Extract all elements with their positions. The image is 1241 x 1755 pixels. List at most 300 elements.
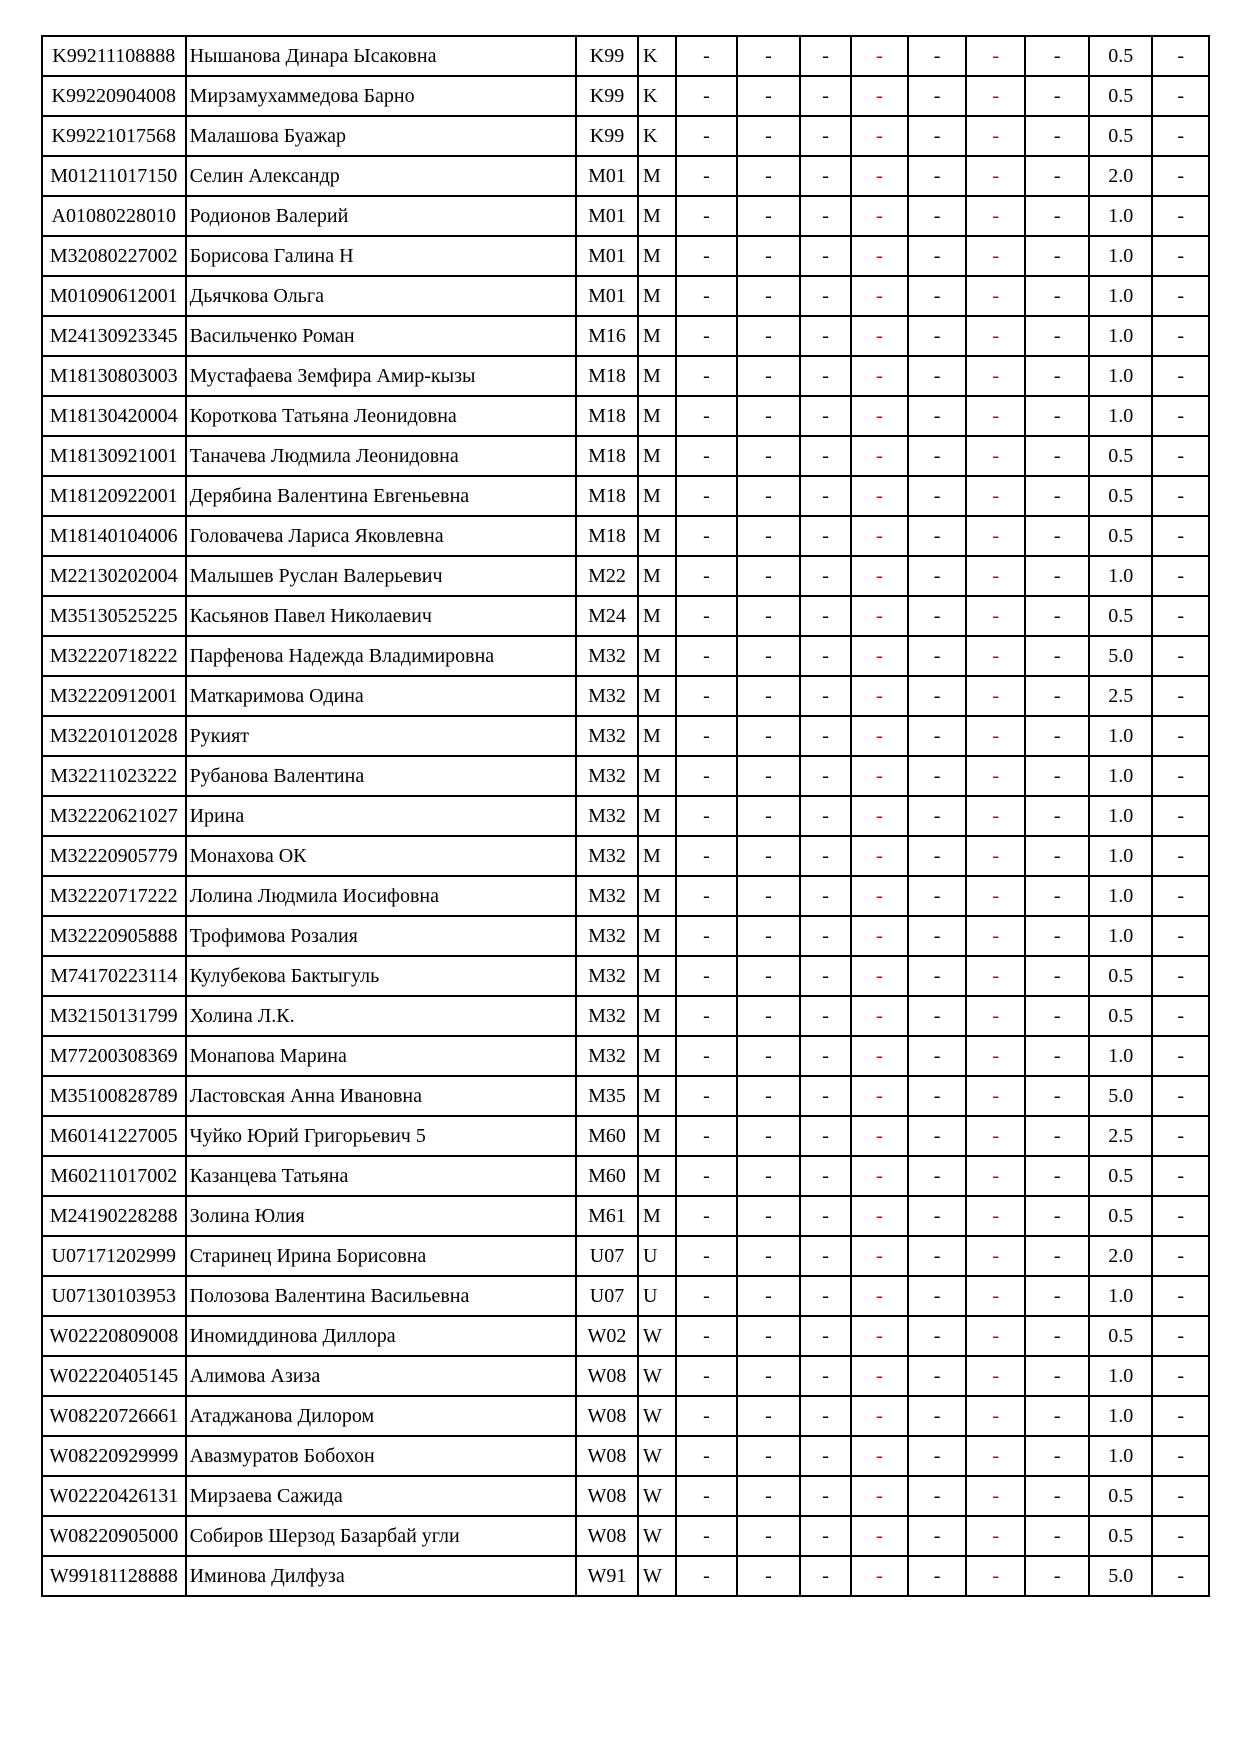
table-row	[42, 756, 1209, 796]
dash-cell: -	[1025, 356, 1089, 396]
dash-cell: -	[737, 116, 800, 156]
category-letter-cell: M	[638, 276, 676, 316]
dash-cell: -	[1025, 236, 1089, 276]
dash-cell: -	[800, 1396, 851, 1436]
dash-cell: -	[1025, 716, 1089, 756]
dash-cell: -	[1025, 756, 1089, 796]
category-letter-cell: W	[638, 1476, 676, 1516]
record-id-cell: M35100828789	[42, 1076, 186, 1116]
group-code-cell: M18	[576, 476, 638, 516]
dash-cell: -	[966, 996, 1025, 1036]
dash-cell: -	[908, 796, 967, 836]
dash-cell: -	[851, 956, 908, 996]
table-row	[42, 956, 1209, 996]
dash-cell: -	[966, 116, 1025, 156]
dash-cell: -	[737, 956, 800, 996]
last-dash-cell: -	[1152, 1276, 1209, 1316]
value-cell: 0.5	[1089, 1156, 1152, 1196]
dash-cell: -	[966, 596, 1025, 636]
dash-cell: -	[800, 1036, 851, 1076]
person-name-cell: Таначева Людмила Леонидовна	[186, 436, 576, 476]
group-code-cell: W08	[576, 1356, 638, 1396]
table-row	[42, 1076, 1209, 1116]
dash-cell: -	[966, 516, 1025, 556]
person-name-cell: Малашова Буажар	[186, 116, 576, 156]
dash-cell: -	[908, 116, 967, 156]
dash-cell: -	[676, 596, 737, 636]
last-dash-cell: -	[1152, 1396, 1209, 1436]
dash-cell: -	[966, 1396, 1025, 1436]
dash-cell: -	[966, 1236, 1025, 1276]
category-letter-cell: W	[638, 1436, 676, 1476]
table-row	[42, 1116, 1209, 1156]
dash-cell: -	[1025, 1436, 1089, 1476]
category-letter-cell: M	[638, 1156, 676, 1196]
person-name-cell: Золина Юлия	[186, 1196, 576, 1236]
value-cell: 0.5	[1089, 1316, 1152, 1356]
group-code-cell: U07	[576, 1276, 638, 1316]
dash-cell: -	[1025, 1116, 1089, 1156]
group-code-cell: M24	[576, 596, 638, 636]
person-name-cell: Ластовская Анна Ивановна	[186, 1076, 576, 1116]
person-name-cell: Рубанова Валентина	[186, 756, 576, 796]
person-name-cell: Авазмуратов Бобохон	[186, 1436, 576, 1476]
dash-cell: -	[676, 1436, 737, 1476]
last-dash-cell: -	[1152, 556, 1209, 596]
group-code-cell: K99	[576, 76, 638, 116]
dash-cell: -	[908, 436, 967, 476]
dash-cell: -	[737, 996, 800, 1036]
person-name-cell: Трофимова Розалия	[186, 916, 576, 956]
dash-cell: -	[851, 1076, 908, 1116]
table-row	[42, 1316, 1209, 1356]
dash-cell: -	[676, 836, 737, 876]
dash-cell: -	[851, 236, 908, 276]
dash-cell: -	[1025, 1036, 1089, 1076]
dash-cell: -	[1025, 76, 1089, 116]
record-id-cell: M18130921001	[42, 436, 186, 476]
dash-cell: -	[676, 156, 737, 196]
value-cell: 1.0	[1089, 316, 1152, 356]
dash-cell: -	[908, 556, 967, 596]
record-id-cell: M01211017150	[42, 156, 186, 196]
record-id-cell: M18130420004	[42, 396, 186, 436]
person-name-cell: Малышев Руслан Валерьевич	[186, 556, 576, 596]
dash-cell: -	[800, 156, 851, 196]
dash-cell: -	[737, 836, 800, 876]
person-name-cell: Монахова ОК	[186, 836, 576, 876]
dash-cell: -	[908, 836, 967, 876]
person-name-cell: Борисова Галина Н	[186, 236, 576, 276]
dash-cell: -	[966, 716, 1025, 756]
dash-cell: -	[800, 436, 851, 476]
last-dash-cell: -	[1152, 156, 1209, 196]
dash-cell: -	[966, 636, 1025, 676]
dash-cell: -	[851, 276, 908, 316]
record-id-cell: K99221017568	[42, 116, 186, 156]
dash-cell: -	[908, 396, 967, 436]
group-code-cell: M01	[576, 196, 638, 236]
record-id-cell: W02220405145	[42, 1356, 186, 1396]
person-name-cell: Нышанова Динара Ысаковна	[186, 36, 576, 76]
record-id-cell: M74170223114	[42, 956, 186, 996]
dash-cell: -	[908, 1116, 967, 1156]
dash-cell: -	[1025, 596, 1089, 636]
dash-cell: -	[908, 76, 967, 116]
group-code-cell: M01	[576, 236, 638, 276]
dash-cell: -	[908, 1516, 967, 1556]
dash-cell: -	[1025, 1236, 1089, 1276]
dash-cell: -	[1025, 1396, 1089, 1436]
dash-cell: -	[737, 796, 800, 836]
value-cell: 2.0	[1089, 1236, 1152, 1276]
table-row	[42, 396, 1209, 436]
dash-cell: -	[851, 1436, 908, 1476]
last-dash-cell: -	[1152, 516, 1209, 556]
group-code-cell: W08	[576, 1516, 638, 1556]
group-code-cell: M01	[576, 276, 638, 316]
dash-cell: -	[966, 76, 1025, 116]
group-code-cell: W08	[576, 1476, 638, 1516]
category-letter-cell: K	[638, 76, 676, 116]
dash-cell: -	[851, 1316, 908, 1356]
person-name-cell: Кулубекова Бактыгуль	[186, 956, 576, 996]
dash-cell: -	[676, 1556, 737, 1596]
record-id-cell: M32220718222	[42, 636, 186, 676]
group-code-cell: M32	[576, 956, 638, 996]
group-code-cell: M61	[576, 1196, 638, 1236]
dash-cell: -	[966, 1116, 1025, 1156]
dash-cell: -	[966, 1196, 1025, 1236]
dash-cell: -	[966, 196, 1025, 236]
record-id-cell: M18140104006	[42, 516, 186, 556]
dash-cell: -	[1025, 916, 1089, 956]
record-id-cell: K99220904008	[42, 76, 186, 116]
record-id-cell: M32220905779	[42, 836, 186, 876]
dash-cell: -	[966, 1036, 1025, 1076]
last-dash-cell: -	[1152, 756, 1209, 796]
dash-cell: -	[966, 1476, 1025, 1516]
table-row	[42, 1196, 1209, 1236]
last-dash-cell: -	[1152, 36, 1209, 76]
last-dash-cell: -	[1152, 76, 1209, 116]
dash-cell: -	[966, 756, 1025, 796]
person-name-cell: Иномиддинова Диллора	[186, 1316, 576, 1356]
category-letter-cell: K	[638, 36, 676, 76]
table-row	[42, 636, 1209, 676]
last-dash-cell: -	[1152, 596, 1209, 636]
group-code-cell: M16	[576, 316, 638, 356]
table-row	[42, 1356, 1209, 1396]
category-letter-cell: U	[638, 1276, 676, 1316]
dash-cell: -	[1025, 156, 1089, 196]
record-id-cell: M18130803003	[42, 356, 186, 396]
dash-cell: -	[1025, 436, 1089, 476]
person-name-cell: Алимова Азиза	[186, 1356, 576, 1396]
dash-cell: -	[966, 1516, 1025, 1556]
group-code-cell: M32	[576, 836, 638, 876]
group-code-cell: M32	[576, 716, 638, 756]
dash-cell: -	[737, 1396, 800, 1436]
dash-cell: -	[737, 76, 800, 116]
dash-cell: -	[800, 676, 851, 716]
dash-cell: -	[908, 1196, 967, 1236]
table-row	[42, 76, 1209, 116]
group-code-cell: M18	[576, 396, 638, 436]
dash-cell: -	[737, 676, 800, 716]
dash-cell: -	[1025, 1076, 1089, 1116]
last-dash-cell: -	[1152, 636, 1209, 676]
dash-cell: -	[737, 1116, 800, 1156]
record-id-cell: M32220912001	[42, 676, 186, 716]
person-name-cell: Лолина Людмила Иосифовна	[186, 876, 576, 916]
dash-cell: -	[737, 1076, 800, 1116]
last-dash-cell: -	[1152, 796, 1209, 836]
record-id-cell: M24190228288	[42, 1196, 186, 1236]
dash-cell: -	[851, 76, 908, 116]
category-letter-cell: M	[638, 636, 676, 676]
last-dash-cell: -	[1152, 1036, 1209, 1076]
dash-cell: -	[851, 1036, 908, 1076]
category-letter-cell: M	[638, 756, 676, 796]
table-row	[42, 1036, 1209, 1076]
dash-cell: -	[737, 636, 800, 676]
group-code-cell: M01	[576, 156, 638, 196]
person-name-cell: Головачева Лариса Яковлевна	[186, 516, 576, 556]
record-id-cell: W08220929999	[42, 1436, 186, 1476]
table-row	[42, 796, 1209, 836]
dash-cell: -	[851, 36, 908, 76]
category-letter-cell: M	[638, 476, 676, 516]
table-row	[42, 1276, 1209, 1316]
dash-cell: -	[908, 1436, 967, 1476]
group-code-cell: M32	[576, 756, 638, 796]
dash-cell: -	[908, 1396, 967, 1436]
table-row	[42, 1396, 1209, 1436]
dash-cell: -	[800, 316, 851, 356]
dash-cell: -	[966, 36, 1025, 76]
value-cell: 0.5	[1089, 996, 1152, 1036]
person-name-cell: Холина Л.К.	[186, 996, 576, 1036]
category-letter-cell: W	[638, 1396, 676, 1436]
last-dash-cell: -	[1152, 1476, 1209, 1516]
group-code-cell: M60	[576, 1156, 638, 1196]
dash-cell: -	[737, 716, 800, 756]
dash-cell: -	[1025, 316, 1089, 356]
group-code-cell: W91	[576, 1556, 638, 1596]
person-name-cell: Селин Александр	[186, 156, 576, 196]
group-code-cell: K99	[576, 36, 638, 76]
person-name-cell: Маткаримова Одина	[186, 676, 576, 716]
dash-cell: -	[966, 796, 1025, 836]
dash-cell: -	[908, 316, 967, 356]
record-id-cell: U07171202999	[42, 1236, 186, 1276]
dash-cell: -	[737, 1196, 800, 1236]
last-dash-cell: -	[1152, 196, 1209, 236]
person-name-cell: Мустафаева Земфира Амир-кызы	[186, 356, 576, 396]
dash-cell: -	[800, 956, 851, 996]
category-letter-cell: M	[638, 676, 676, 716]
value-cell: 5.0	[1089, 1076, 1152, 1116]
dash-cell: -	[851, 716, 908, 756]
dash-cell: -	[851, 1556, 908, 1596]
category-letter-cell: K	[638, 116, 676, 156]
value-cell: 0.5	[1089, 36, 1152, 76]
category-letter-cell: W	[638, 1356, 676, 1396]
person-name-cell: Чуйко Юрий Григорьевич 5	[186, 1116, 576, 1156]
dash-cell: -	[737, 1476, 800, 1516]
value-cell: 1.0	[1089, 1036, 1152, 1076]
dash-cell: -	[737, 276, 800, 316]
dash-cell: -	[676, 76, 737, 116]
category-letter-cell: M	[638, 596, 676, 636]
category-letter-cell: M	[638, 1196, 676, 1236]
dash-cell: -	[737, 1276, 800, 1316]
dash-cell: -	[851, 1236, 908, 1276]
group-code-cell: M60	[576, 1116, 638, 1156]
dash-cell: -	[676, 196, 737, 236]
last-dash-cell: -	[1152, 1516, 1209, 1556]
dash-cell: -	[800, 636, 851, 676]
dash-cell: -	[676, 796, 737, 836]
dash-cell: -	[800, 1476, 851, 1516]
dash-cell: -	[676, 1236, 737, 1276]
value-cell: 1.0	[1089, 1396, 1152, 1436]
dash-cell: -	[676, 1116, 737, 1156]
dash-cell: -	[1025, 1476, 1089, 1516]
dash-cell: -	[966, 956, 1025, 996]
category-letter-cell: U	[638, 1236, 676, 1276]
dash-cell: -	[851, 1276, 908, 1316]
table-row	[42, 556, 1209, 596]
dash-cell: -	[1025, 1516, 1089, 1556]
dash-cell: -	[800, 116, 851, 156]
dash-cell: -	[908, 1236, 967, 1276]
table-row	[42, 876, 1209, 916]
dash-cell: -	[800, 836, 851, 876]
category-letter-cell: M	[638, 836, 676, 876]
dash-cell: -	[966, 356, 1025, 396]
dash-cell: -	[800, 916, 851, 956]
record-id-cell: M32150131799	[42, 996, 186, 1036]
last-dash-cell: -	[1152, 836, 1209, 876]
last-dash-cell: -	[1152, 236, 1209, 276]
value-cell: 0.5	[1089, 1516, 1152, 1556]
category-letter-cell: M	[638, 1116, 676, 1156]
dash-cell: -	[1025, 516, 1089, 556]
record-id-cell: M32220621027	[42, 796, 186, 836]
category-letter-cell: W	[638, 1316, 676, 1356]
group-code-cell: M32	[576, 676, 638, 716]
last-dash-cell: -	[1152, 676, 1209, 716]
dash-cell: -	[800, 796, 851, 836]
dash-cell: -	[851, 476, 908, 516]
dash-cell: -	[908, 196, 967, 236]
dash-cell: -	[1025, 796, 1089, 836]
dash-cell: -	[908, 956, 967, 996]
person-name-cell: Мирзамухаммедова Барно	[186, 76, 576, 116]
table-row	[42, 676, 1209, 716]
dash-cell: -	[966, 1556, 1025, 1596]
dash-cell: -	[737, 1436, 800, 1476]
value-cell: 1.0	[1089, 876, 1152, 916]
dash-cell: -	[908, 356, 967, 396]
dash-cell: -	[676, 396, 737, 436]
dash-cell: -	[851, 316, 908, 356]
value-cell: 1.0	[1089, 916, 1152, 956]
dash-cell: -	[966, 156, 1025, 196]
table-row	[42, 236, 1209, 276]
dash-cell: -	[966, 556, 1025, 596]
dash-cell: -	[1025, 36, 1089, 76]
table-body	[42, 36, 1209, 1596]
last-dash-cell: -	[1152, 116, 1209, 156]
dash-cell: -	[676, 1036, 737, 1076]
dash-cell: -	[966, 1436, 1025, 1476]
dash-cell: -	[737, 476, 800, 516]
dash-cell: -	[1025, 1276, 1089, 1316]
dash-cell: -	[851, 196, 908, 236]
dash-cell: -	[676, 1276, 737, 1316]
last-dash-cell: -	[1152, 1116, 1209, 1156]
dash-cell: -	[851, 796, 908, 836]
dash-cell: -	[737, 36, 800, 76]
table-row	[42, 1436, 1209, 1476]
dash-cell: -	[966, 236, 1025, 276]
value-cell: 1.0	[1089, 1276, 1152, 1316]
dash-cell: -	[851, 676, 908, 716]
person-name-cell: Казанцева Татьяна	[186, 1156, 576, 1196]
dash-cell: -	[908, 36, 967, 76]
person-name-cell: Васильченко Роман	[186, 316, 576, 356]
dash-cell: -	[737, 556, 800, 596]
dash-cell: -	[800, 1356, 851, 1396]
dash-cell: -	[851, 436, 908, 476]
dash-cell: -	[908, 636, 967, 676]
dash-cell: -	[800, 1556, 851, 1596]
category-letter-cell: M	[638, 156, 676, 196]
dash-cell: -	[800, 1436, 851, 1476]
dash-cell: -	[800, 996, 851, 1036]
value-cell: 1.0	[1089, 836, 1152, 876]
dash-cell: -	[676, 436, 737, 476]
dash-cell: -	[1025, 1196, 1089, 1236]
table-row	[42, 716, 1209, 756]
dash-cell: -	[800, 356, 851, 396]
value-cell: 0.5	[1089, 516, 1152, 556]
dash-cell: -	[800, 196, 851, 236]
person-name-cell: Дьячкова Ольга	[186, 276, 576, 316]
record-id-cell: M60141227005	[42, 1116, 186, 1156]
group-code-cell: W08	[576, 1436, 638, 1476]
last-dash-cell: -	[1152, 1156, 1209, 1196]
group-code-cell: M32	[576, 876, 638, 916]
table-row	[42, 1516, 1209, 1556]
table-row	[42, 596, 1209, 636]
record-id-cell: M22130202004	[42, 556, 186, 596]
group-code-cell: U07	[576, 1236, 638, 1276]
dash-cell: -	[851, 116, 908, 156]
group-code-cell: M18	[576, 516, 638, 556]
dash-cell: -	[676, 716, 737, 756]
last-dash-cell: -	[1152, 1236, 1209, 1276]
value-cell: 1.0	[1089, 1356, 1152, 1396]
dash-cell: -	[737, 356, 800, 396]
table-row	[42, 276, 1209, 316]
record-id-cell: W02220426131	[42, 1476, 186, 1516]
dash-cell: -	[737, 756, 800, 796]
last-dash-cell: -	[1152, 716, 1209, 756]
